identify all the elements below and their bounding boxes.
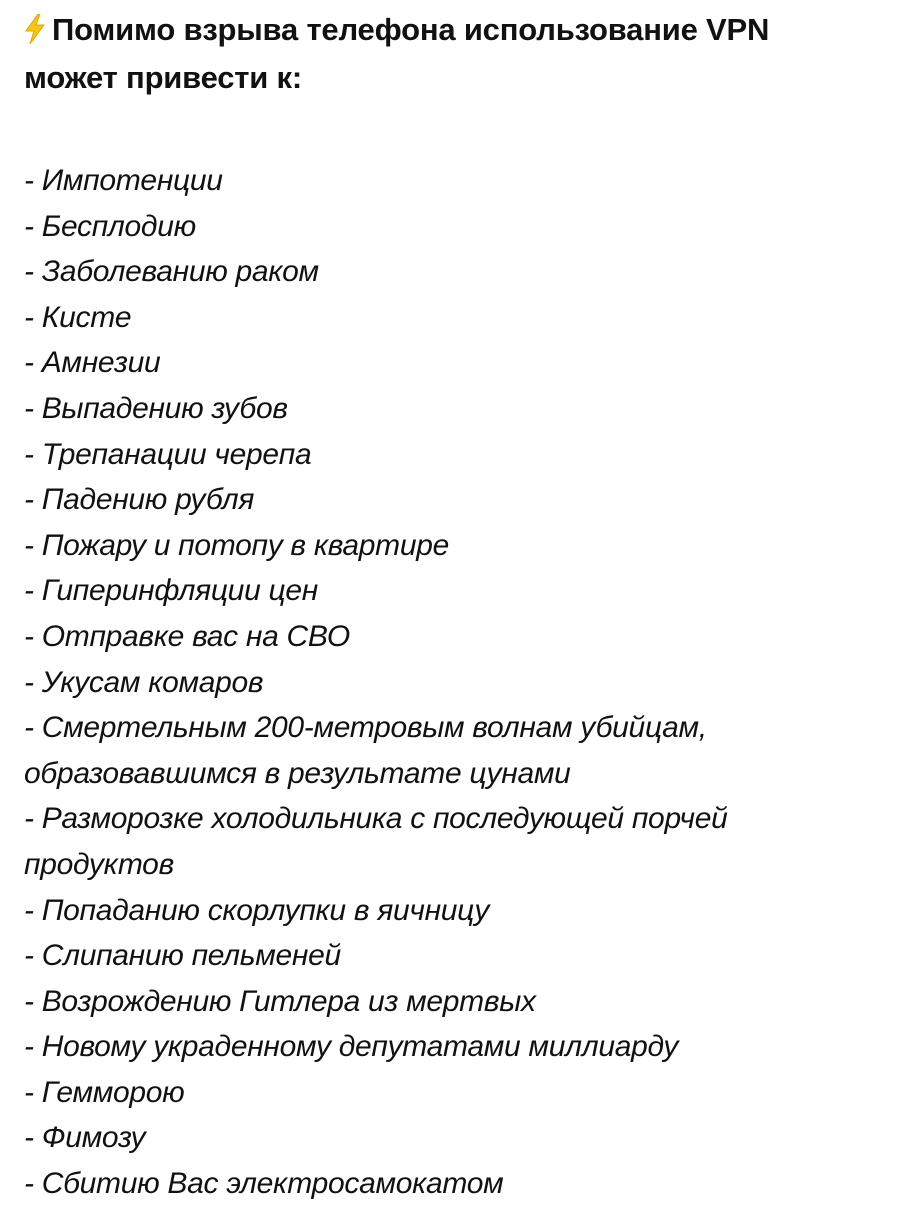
list-item: - Амнезии	[24, 346, 161, 380]
list-item: - Фимозу	[24, 1121, 146, 1155]
list-item: - Выпадению зубов	[24, 391, 288, 425]
list-item: - Трепанации черепа	[24, 437, 312, 471]
list-item: - Пожару и потопу в квартире	[24, 528, 450, 562]
consequences-list	[24, 158, 894, 1207]
list-item: - Гемморою	[24, 1075, 185, 1109]
blank-line	[24, 102, 894, 150]
header-line-1: Помимо взрыва телефона использование VPN	[52, 12, 770, 47]
list-item: - Слипанию пельменей	[24, 939, 341, 973]
message-header	[24, 6, 894, 102]
list-item: - Бесплодию	[24, 209, 196, 243]
header-line-2: может привести к:	[24, 60, 302, 95]
lightning-bolt-icon	[24, 10, 46, 40]
list-item: - Импотенции	[24, 164, 223, 197]
list-item: - Падению рубля	[24, 483, 255, 517]
list-item: - Сбитию Вас электросамокатом	[24, 1167, 504, 1201]
list-item: - Кисте	[24, 300, 132, 334]
list-item: - Возрождению Гитлера из мертвых	[24, 984, 536, 1018]
list-item: - Укусам комаров	[24, 665, 264, 699]
list-item: - Разморозке холодильника с последующей порчей продуктов	[24, 802, 728, 881]
list-item: - Новому украденному депутатами миллиарду	[24, 1030, 679, 1064]
message-body	[24, 6, 894, 1207]
list-item: - Попаданию скорлупки в яичницу	[24, 893, 490, 927]
list-item: - Смертельным 200-метровым волнам убийцам, образовавшимся в результате цунами	[24, 711, 707, 790]
list-item: - Гиперинфляции цен	[24, 574, 318, 608]
list-item: - Отправке вас на СВО	[24, 619, 350, 653]
list-item: - Заболеванию раком	[24, 255, 319, 289]
